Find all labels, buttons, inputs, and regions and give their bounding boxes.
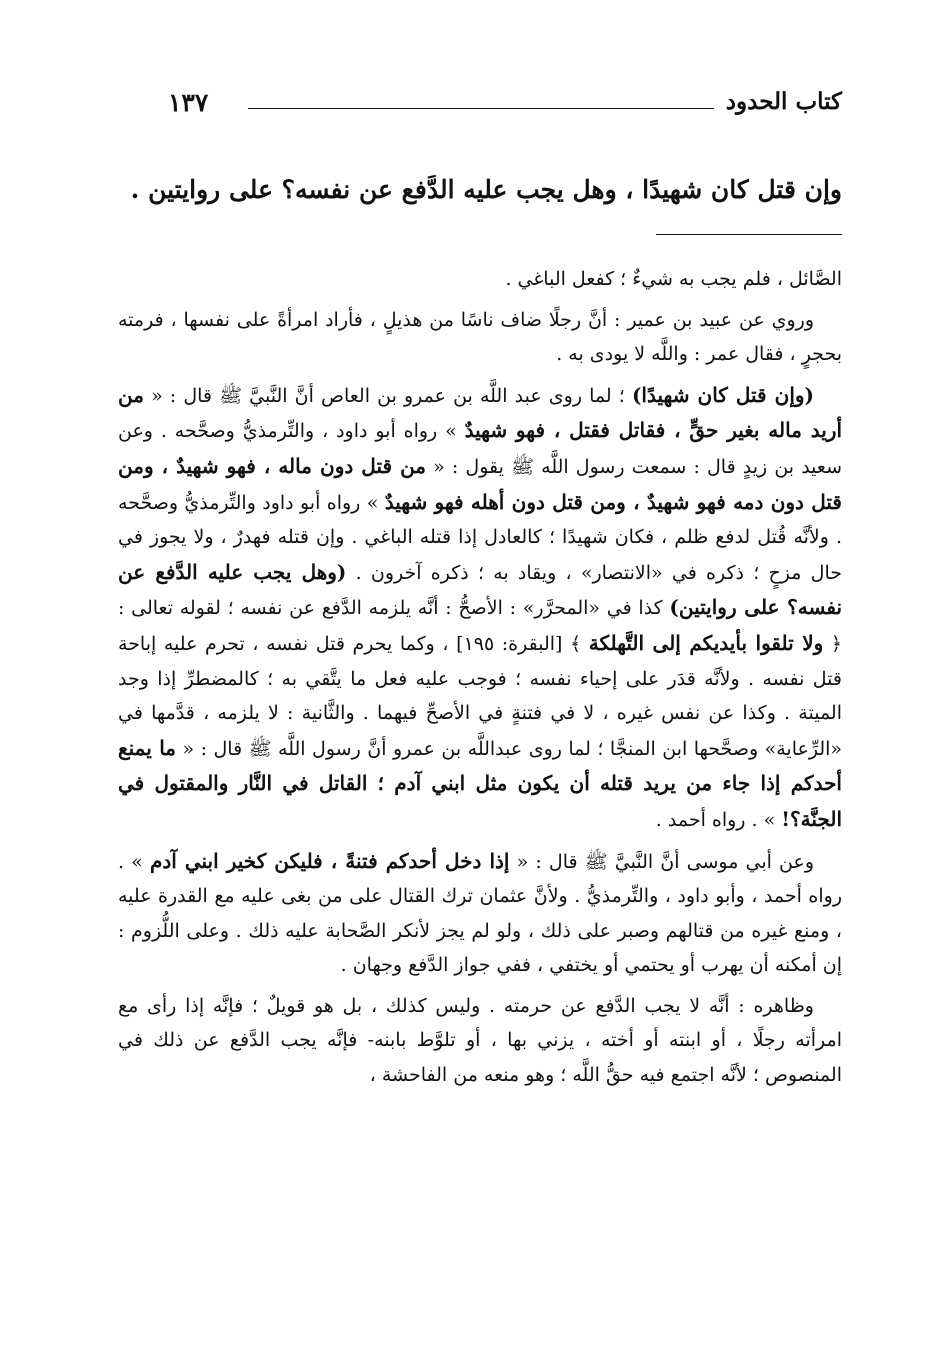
text-run: وروي عن عبيد بن عمير : أنَّ رجلًا ضاف ناسًا من هذيلٍ ، فأراد امرأةً على نفسها ، فرمته بحجرٍ ، فقال عمر : واللَّه لا يودى به . [118,308,842,366]
matn-separator-rule [656,234,842,235]
paragraph [118,989,842,1093]
bold-quote: (وإن قتل كان شهيدًا) [631,382,815,407]
page-number: ١٣٧ [168,88,209,117]
text-run: وظاهره : أنَّه لا يجب الدَّفع عن حرمته . وليس كذلك ، بل هو قويلٌ ؛ فإنَّه إذا رأى مع امرأته رجلًا ، أو ابنته أو أخته ، يزني بها ، أو تلوَّط بابنه- فإنَّه يجب الدَّفع عن ذلك في المنصوص ؛ لأنَّه اجتمع فيه حقُّ اللَّه ؛ وهو منعه من الفاحشة ، [118,994,842,1087]
bold-verse: ولا تلقوا بأيديكم إلى التَّهلكة [588,630,824,655]
paragraph [118,262,842,297]
bold-hadith: من أريد ماله بغير حقٍّ ، فقاتل فقتل ، فهو شهيدٌ [118,382,842,443]
text-run: » رواه أبو داود ، والتِّرمذيُّ وصحَّحه . وعن سعيد بن زيدٍ قال : سمعت رسول اللَّه ﷺ يقول : « [118,420,843,478]
text-run: كذا في «المحرَّر» : الأصحُّ : أنَّه يلزمه الدَّفع عن نفسه ؛ لقوله تعالى : ﴿ [118,597,843,655]
page-header [118,88,842,128]
text-run: الصَّائل ، فلم يجب به شيءٌ ؛ كفعل الباغي . [505,268,842,290]
paragraph [118,844,842,983]
bold-quote: (وهل يجب عليه الدَّفع عن نفسه؟ على روايتين) [118,559,843,620]
paragraph [118,378,842,838]
bold-hadith: من قتل دون ماله ، فهو شهيدٌ ، ومن قتل دون دمه فهو شهيدٌ ، ومن قتل دون أهله فهو شهيدٌ [118,453,842,514]
bold-hadith: ما يمنع أحدكم إذا جاء من يريد قتله أن يكون مثل ابني آدم ؛ القاتل في النَّار والمقتول في الجنَّة؟! [118,735,842,831]
text-run: » . رواه أحمد ، وأبو داود ، والتِّرمذيُّ . ولأنَّ عثمان ترك القتال على من بغى عليه مع القدرة عليه ، ومنع غيره من قتالهم وصبر على ذلك ، ولو لم يجز لأنكر الصَّحابة عليه ذلك . وعلى اللُّزوم : إن أمكنه أن يهرب أو يحتمي أو يختفي ، ففي جواز الدَّفع وجهان . [118,850,842,977]
text-run: وعن أبي موسى أنَّ النَّبيَّ ﷺ قال : « [516,850,815,873]
book-page [118,80,842,1350]
text-run: ؛ لما روى عبد اللَّه بن عمرو بن العاص أنَّ النَّبيَّ ﷺ قال : « [151,384,625,407]
text-run: » . رواه أحمد . [655,808,776,831]
bold-hadith: إذا دخل أحدكم فتنةً ، فليكن كخير ابني آدم [149,848,510,873]
matn-text: وإن قتل كان شهيدًا ، وهل يجب عليه الدَّفع عن نفسه؟ على روايتين . [130,175,842,204]
text-run: ﴾ [البقرة: ١٩٥] ، وكما يحرم قتل نفسه ، تحرم عليه إباحة قتل نفسه . ولأنَّه قدَر على إحياء نفسه ؛ فوجب عليه فعل ما يتَّقي به ؛ كالمضطرِّ إذا وجد الميتة . وكذا عن نفس غيره ، لا في فتنةٍ في الأصحِّ فيهما . والثَّانية : لا يلزمه ، قدَّمها في «الرِّعاية» وصحَّحها ابن المنجَّا ؛ لما روى عبداللَّه بن عمرو أنَّ رسول اللَّه ﷺ قال : « [118,632,843,760]
commentary [118,262,842,1099]
header-rule [248,108,714,109]
text-run: » رواه أبو داود والتِّرمذيُّ وصحَّحه . ولأنَّه قُتل لدفع ظلم ، فكان شهيدًا ؛ كالعادل إذا قتله الباغي . وإن قتله فهدرٌ ، ولا يجوز في حال مزحٍ ؛ ذكره في «الانتصار» ، ويقاد به ؛ ذكره آخرون . [118,491,842,584]
paragraph [118,303,842,372]
book-title: كتاب الحدود [725,88,842,115]
